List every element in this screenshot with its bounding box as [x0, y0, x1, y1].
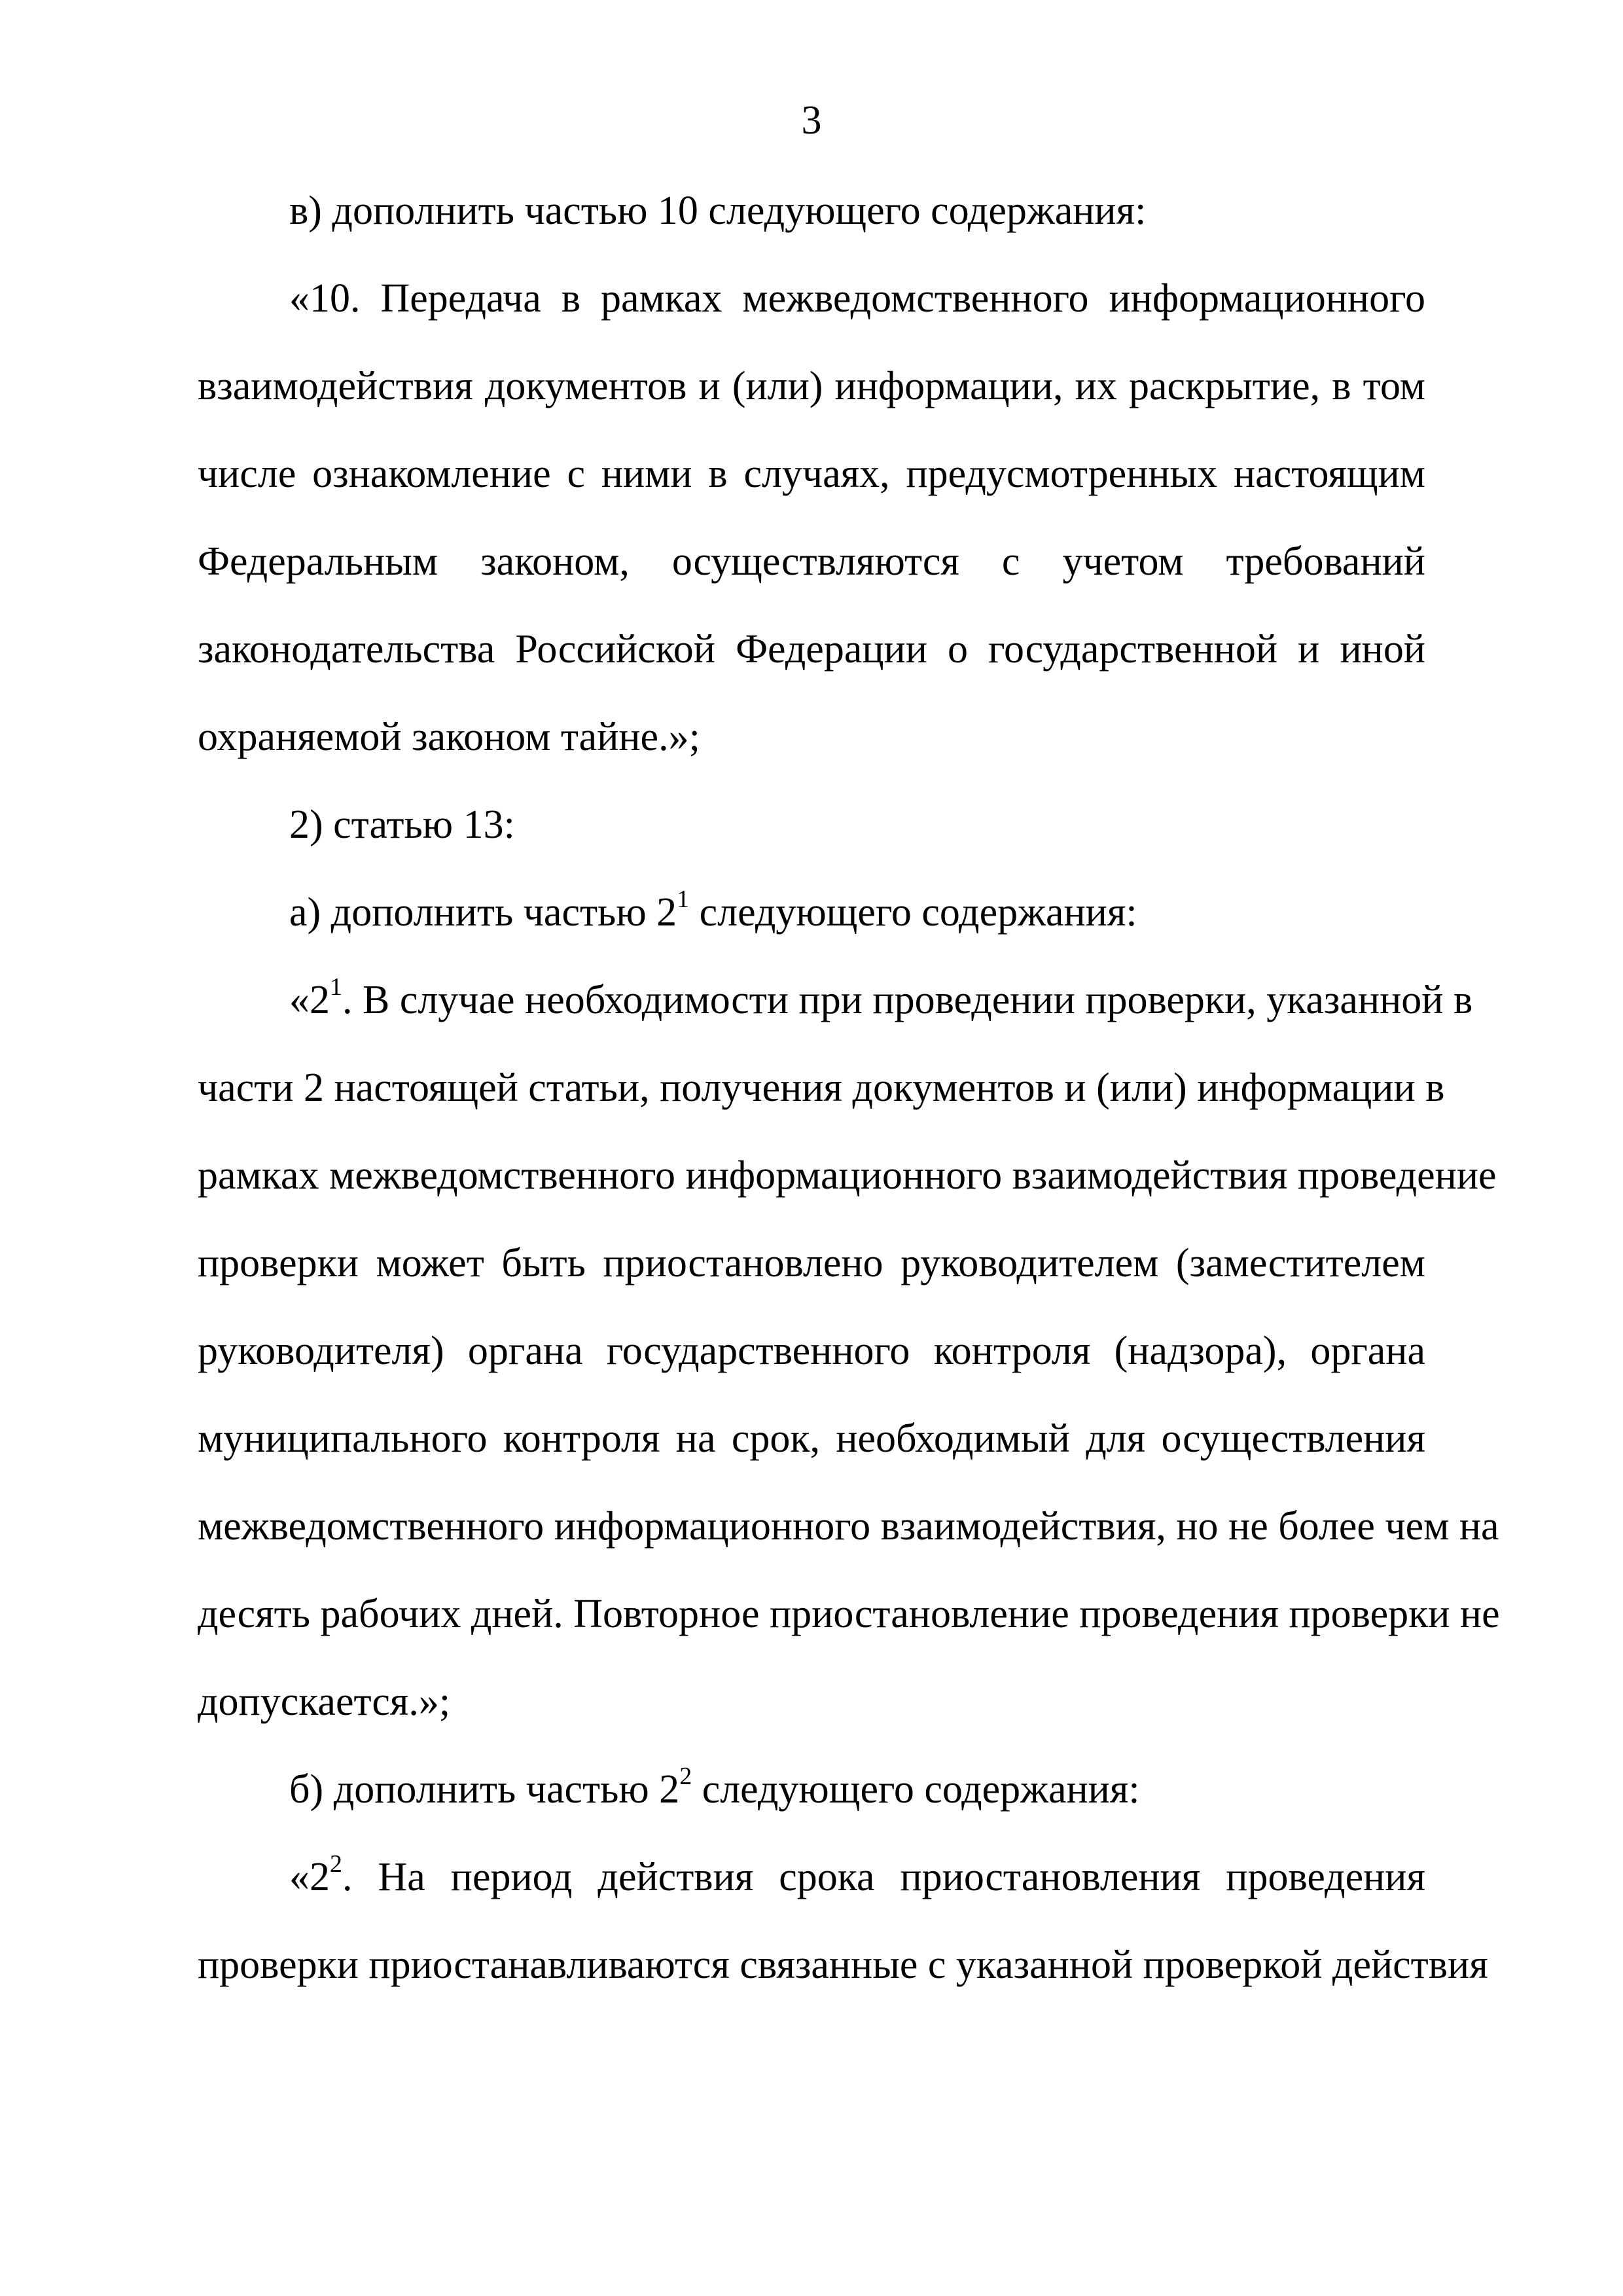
superscript: 1: [330, 973, 342, 1001]
paragraph-line: в) дополнить частью 10 следующего содержания:: [289, 188, 1147, 233]
paragraph-line: межведомственного информационного взаимодействия, но не более чем на: [198, 1504, 1499, 1549]
paragraph-line: десять рабочих дней. Повторное приостановление проведения проверки не: [198, 1592, 1500, 1636]
paragraph-line: взаимодействия документов и (или) информации, их раскрытие, в том: [198, 364, 1425, 408]
paragraph-line: числе ознакомление с ними в случаях, предусмотренных настоящим: [198, 452, 1425, 496]
paragraph-line: допускается.»;: [198, 1679, 451, 1724]
paragraph-line: «$2^2$. На период действия срока приостановления проведения: [289, 1850, 1425, 1899]
paragraph-line: охраняемой законом тайне.»;: [198, 715, 700, 759]
paragraph-line: «$2^1$. В случае необходимости при проведении проверки, указанной в: [289, 973, 1473, 1022]
superscript: 2: [679, 1763, 692, 1791]
paragraph-line: 2) статью 13:: [289, 802, 515, 847]
superscript: 2: [330, 1850, 342, 1878]
paragraph-line: Федеральным законом, осуществляются с учетом требований: [198, 539, 1425, 584]
page-number: 3: [801, 98, 822, 143]
superscript: 1: [677, 886, 690, 914]
paragraph-line: муниципального контроля на срок, необходимый для осуществления: [198, 1416, 1425, 1461]
paragraph-line: проверки приостанавливаются связанные с указанной проверкой действия: [198, 1943, 1488, 1987]
paragraph-line: рамках межведомственного информационного взаимодействия проведение: [198, 1153, 1497, 1198]
paragraph-line: б) дополнить частью $2^2$ следующего содержания:: [289, 1763, 1140, 1812]
paragraph-line: части 2 настоящей статьи, получения документов и (или) информации в: [198, 1066, 1445, 1110]
paragraph-line: «10. Передача в рамках межведомственного информационного: [289, 276, 1425, 321]
paragraph-line: законодательства Российской Федерации о государственной и иной: [198, 627, 1425, 672]
paragraph-line: руководителя) органа государственного контроля (надзора), органа: [198, 1329, 1425, 1373]
paragraph-line: проверки может быть приостановлено руководителем (заместителем: [198, 1241, 1425, 1285]
paragraph-line: а) дополнить частью $2^1$ следующего содержания:: [289, 886, 1137, 935]
